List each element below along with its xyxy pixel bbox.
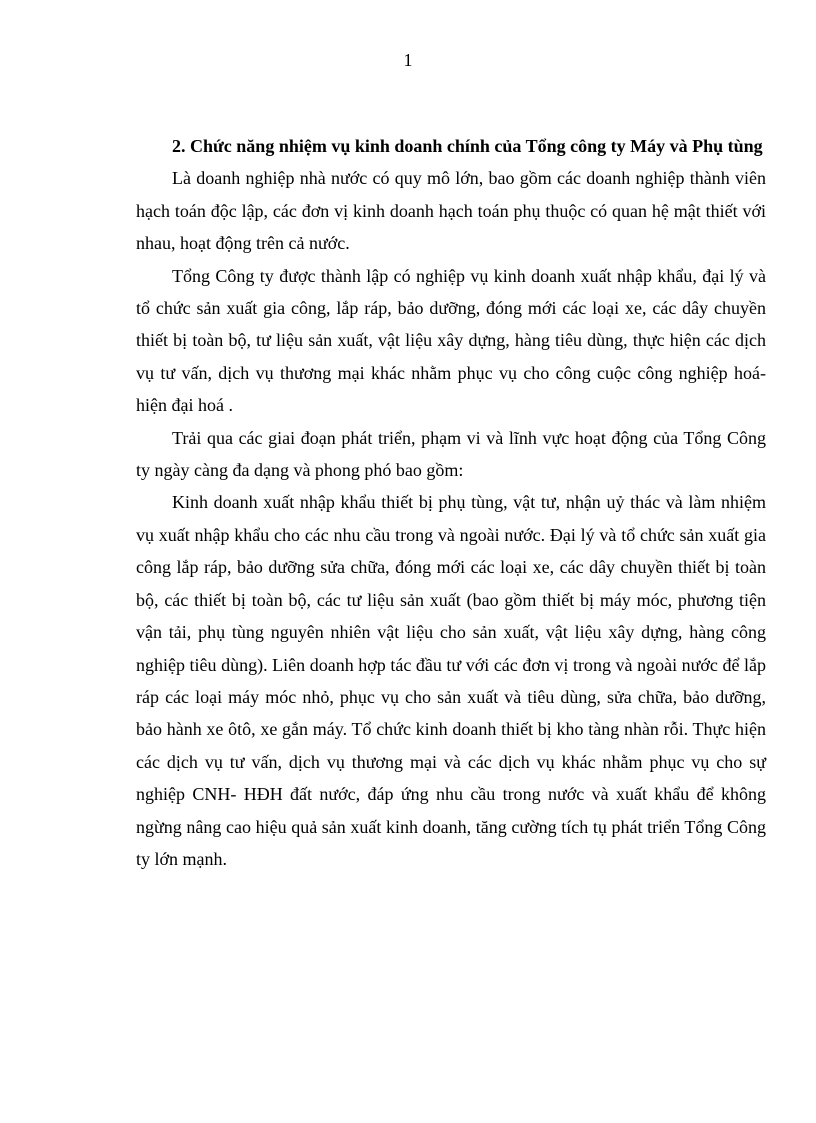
section-heading: 2. Chức năng nhiệm vụ kinh doanh chính của Tổng công ty Máy và Phụ tùng [172,136,763,156]
page-content [136,130,766,875]
page-number: 1 [403,50,413,70]
paragraph-1: Là doanh nghiệp nhà nước có quy mô lớn, bao gồm các doanh nghiệp thành viên hạch toán độc lập, các đơn vị kinh doanh hạch toán phụ thuộc có quan hệ mật thiết với nhau, hoạt động trên cả nước. [136,168,766,254]
paragraph-4: Kinh doanh xuất nhập khẩu thiết bị phụ tùng, vật tư, nhận uỷ thác và làm nhiệm vụ xuất nhập khẩu cho các nhu cầu trong và ngoài nước. Đại lý và tổ chức sản xuất gia công lắp ráp, bảo dưỡng sửa chữa, đóng mới các loại xe, các dây chuyền thiết bị toàn bộ, các thiết bị toàn bộ, các tư liệu sản xuất (bao gồm thiết bị máy móc, phương tiện vận tải, phụ tùng nguyên nhiên vật liệu cho sản xuất, vật liệu xây dựng, hàng công nghiệp tiêu dùng). Liên doanh hợp tác đầu tư với các đơn vị trong và ngoài nước để lắp ráp các loại máy móc nhỏ, phục vụ cho sản xuất và tiêu dùng, sửa chữa, bảo dưỡng, bảo hành xe ôtô, xe gắn máy. Tổ chức kinh doanh thiết bị kho tàng nhàn rỗi. Thực hiện các dịch vụ tư vấn, dịch vụ thương mại và các dịch vụ khác nhằm phục vụ cho sự nghiệp CNH- HĐH đất nước, đáp ứng nhu cầu trong nước và xuất khẩu để không ngừng nâng cao hiệu quả sản xuất kinh doanh, tăng cường tích tụ phát triển Tổng Công ty lớn mạnh. [136,492,766,869]
paragraph-2: Tổng Công ty được thành lập có nghiệp vụ kinh doanh xuất nhập khẩu, đại lý và tổ chức sản xuất gia công, lắp ráp, bảo dưỡng, đóng mới các loại xe, các dây chuyền thiết bị toàn bộ, tư liệu sản xuất, vật liệu xây dựng, hàng tiêu dùng, thực hiện các dịch vụ tư vấn, dịch vụ thương mại khác nhằm phục vụ cho công cuộc công nghiệp hoá- hiện đại hoá . [136,265,766,416]
paragraph-3: Trải qua các giai đoạn phát triển, phạm vi và lĩnh vực hoạt động của Tổng Công ty ngày càng đa dạng và phong phó bao gồm: [136,427,766,481]
